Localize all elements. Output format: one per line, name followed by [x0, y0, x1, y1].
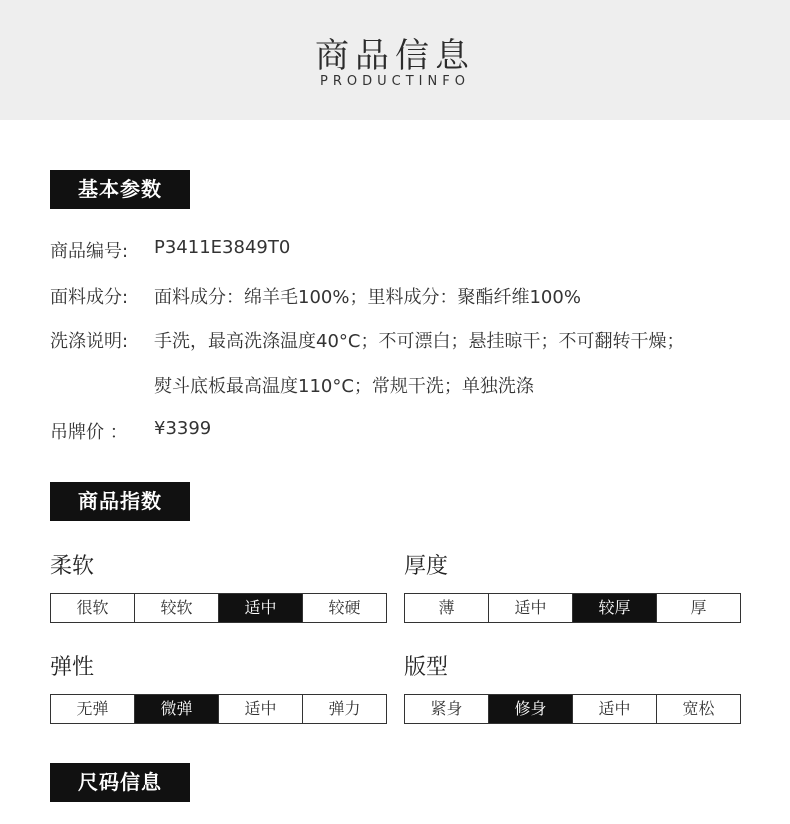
- param-label: 洗涤说明:: [50, 331, 129, 352]
- param-value-line1: 手洗，最高洗涤温度40°C；不可漂白；悬挂晾干；不可翻转干燥；: [154, 331, 685, 352]
- index-option: 适中: [489, 594, 573, 622]
- index-option: 修身: [489, 695, 573, 723]
- param-value: P3411E3849T0: [154, 237, 291, 258]
- index-option: 较软: [135, 594, 219, 622]
- index-option: 宽松: [682, 699, 715, 718]
- index-option: 适中: [219, 695, 303, 723]
- index-option: 紧身: [405, 695, 489, 723]
- section-size-info: 尺码信息: [50, 763, 190, 802]
- param-label: 商品编号:: [50, 241, 129, 262]
- index-option: 厚: [690, 598, 707, 617]
- param-label: 吊牌价 ：: [50, 422, 128, 443]
- index-option: 较硬: [328, 598, 361, 617]
- page-header: [0, 0, 790, 120]
- index-title-fit: 版型: [404, 655, 449, 680]
- section-basic-params: 基本参数: [50, 170, 190, 209]
- index-table-thickness: [404, 593, 741, 623]
- index-option: 较厚: [573, 594, 657, 622]
- header-subtitle: PRODUCTINFO: [320, 74, 470, 89]
- param-value-line2: 熨斗底板最高温度110°C；常规干洗；单独洗涤: [154, 376, 534, 397]
- index-option: 弹力: [328, 699, 361, 718]
- param-label: 面料成分:: [50, 287, 129, 308]
- index-option: 适中: [219, 594, 303, 622]
- index-option: 无弹: [51, 695, 135, 723]
- index-option: 薄: [405, 594, 489, 622]
- index-table-fit: [404, 694, 741, 724]
- param-value: ¥3399: [154, 418, 212, 439]
- index-option: 很软: [51, 594, 135, 622]
- index-title-elasticity: 弹性: [50, 655, 95, 680]
- index-title-softness: 柔软: [50, 554, 95, 579]
- param-value: 面料成分：绵羊毛100%；里料成分：聚酯纤维100%: [154, 287, 581, 308]
- index-table-softness: [50, 593, 387, 623]
- section-product-index: 商品指数: [50, 482, 190, 521]
- index-option: 适中: [573, 695, 657, 723]
- index-table-elasticity: [50, 694, 387, 724]
- index-title-thickness: 厚度: [404, 554, 449, 579]
- header-title: 商品信息: [315, 36, 475, 76]
- index-option: 微弹: [135, 695, 219, 723]
